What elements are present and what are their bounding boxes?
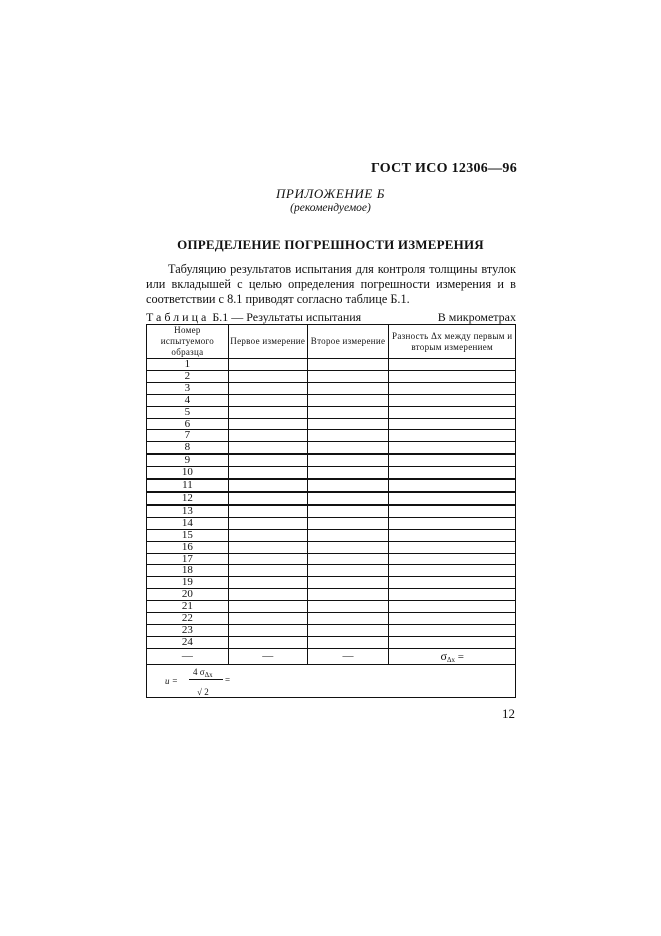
measurement-cell (389, 636, 516, 648)
measurement-cell (307, 454, 389, 466)
measurement-cell (307, 624, 389, 636)
table-row (147, 553, 516, 565)
measurement-cell (228, 577, 307, 589)
sample-number-cell: 3 (147, 382, 229, 394)
measurement-cell (389, 359, 516, 371)
formula-eq: = (225, 674, 231, 685)
table-row (147, 517, 516, 529)
measurement-cell (389, 406, 516, 418)
measurement-cell (228, 529, 307, 541)
table-row (147, 382, 516, 394)
measurement-cell (307, 442, 389, 454)
measurement-cell (228, 382, 307, 394)
measurement-cell (228, 394, 307, 406)
measurement-cell (228, 406, 307, 418)
measurement-cell (307, 394, 389, 406)
measurement-cell (228, 613, 307, 625)
sample-number-cell: 20 (147, 589, 229, 601)
formula-denominator: √ 2 (197, 686, 209, 697)
measurement-cell (228, 359, 307, 371)
measurement-cell (389, 454, 516, 466)
measurement-cell (307, 418, 389, 430)
measurement-cell (389, 553, 516, 565)
table-caption-text: Б.1 — Результаты испытания (212, 310, 362, 324)
table-row (147, 442, 516, 454)
measurement-cell (228, 418, 307, 430)
table-row (147, 370, 516, 382)
measurement-cell (307, 382, 389, 394)
measurement-cell (228, 636, 307, 648)
sample-number-cell: 18 (147, 565, 229, 577)
sample-number-cell: 12 (147, 492, 229, 505)
measurement-cell (307, 505, 389, 517)
sample-number-cell: 19 (147, 577, 229, 589)
table-row (147, 454, 516, 466)
header-sample-number: Номер испытуемого образца (147, 325, 229, 359)
formula-num-sub: Δx (204, 670, 213, 679)
measurement-cell (307, 479, 389, 492)
measurement-cell (228, 479, 307, 492)
measurement-cell (228, 454, 307, 466)
sample-number-cell: 1 (147, 359, 229, 371)
sample-number-cell: 14 (147, 517, 229, 529)
measurement-cell (307, 430, 389, 442)
measurement-cell (307, 529, 389, 541)
measurement-cell (307, 553, 389, 565)
table-row (147, 479, 516, 492)
sample-number-cell: 15 (147, 529, 229, 541)
sample-number-cell: 24 (147, 636, 229, 648)
sample-number-cell: 22 (147, 613, 229, 625)
measurement-cell (389, 430, 516, 442)
table-header-row (147, 325, 516, 359)
measurement-cell (228, 601, 307, 613)
standard-designation: ГОСТ ИСО 12306—96 (370, 161, 517, 176)
table-row (147, 406, 516, 418)
measurement-cell (389, 565, 516, 577)
sample-number-cell: 2 (147, 370, 229, 382)
measurement-cell (389, 382, 516, 394)
measurement-cell (389, 418, 516, 430)
summary-cell: — (307, 648, 389, 664)
table-row (147, 636, 516, 648)
measurement-cell (389, 442, 516, 454)
measurement-cell (389, 601, 516, 613)
measurement-cell (389, 613, 516, 625)
formula-num-text: 4 σ (193, 666, 205, 677)
measurement-cell (228, 492, 307, 505)
measurement-cell (389, 492, 516, 505)
sample-number-cell: 9 (147, 454, 229, 466)
table-row (147, 418, 516, 430)
measurement-cell (307, 467, 389, 479)
measurement-cell (228, 467, 307, 479)
measurement-cell (228, 565, 307, 577)
measurement-cell (307, 517, 389, 529)
sample-number-cell: 17 (147, 553, 229, 565)
table-caption (146, 310, 361, 325)
measurement-cell (307, 370, 389, 382)
sample-number-cell: 11 (147, 479, 229, 492)
measurement-cell (228, 505, 307, 517)
table-row (147, 565, 516, 577)
sample-number-cell: 5 (147, 406, 229, 418)
table-row (147, 589, 516, 601)
sample-number-cell: 7 (147, 430, 229, 442)
measurement-cell (389, 529, 516, 541)
table-row (147, 505, 516, 517)
table-row (147, 359, 516, 371)
section-title: ОПРЕДЕЛЕНИЕ ПОГРЕШНОСТИ ИЗМЕРЕНИЯ (177, 237, 484, 252)
measurement-cell (389, 505, 516, 517)
sample-number-cell: 10 (147, 467, 229, 479)
measurement-cell (228, 442, 307, 454)
measurement-cell (228, 553, 307, 565)
fraction-bar (189, 679, 223, 680)
formula-row (147, 664, 516, 697)
measurement-cell (307, 601, 389, 613)
formula-numerator (193, 667, 213, 679)
measurement-cell (389, 517, 516, 529)
measurement-cell (228, 517, 307, 529)
table-row (147, 430, 516, 442)
table-row (147, 577, 516, 589)
header-difference: Разность Δx между первым и вторым измерением (389, 325, 516, 359)
sample-number-cell: 16 (147, 541, 229, 553)
measurement-cell (389, 479, 516, 492)
measurement-cell (307, 565, 389, 577)
sample-number-cell: 21 (147, 601, 229, 613)
measurement-cell (228, 589, 307, 601)
sample-number-cell: 6 (147, 418, 229, 430)
table-row (147, 613, 516, 625)
sample-number-cell: 4 (147, 394, 229, 406)
sample-number-cell: 23 (147, 624, 229, 636)
appendix-title: ПРИЛОЖЕНИЕ Б (275, 186, 386, 201)
sigma-cell (389, 648, 516, 664)
measurement-cell (307, 359, 389, 371)
measurement-cell (228, 430, 307, 442)
measurement-cell (389, 394, 516, 406)
table-row (147, 492, 516, 505)
measurement-cell (228, 370, 307, 382)
measurement-cell (307, 613, 389, 625)
table-units: В микрометрах (437, 310, 516, 324)
measurement-cell (389, 589, 516, 601)
measurement-cell (307, 589, 389, 601)
table-row (147, 541, 516, 553)
measurement-cell (228, 624, 307, 636)
measurement-cell (389, 577, 516, 589)
table-row (147, 529, 516, 541)
formula-lhs: u = (165, 675, 178, 686)
sigma-equals: = (454, 650, 464, 663)
sample-number-cell: 13 (147, 505, 229, 517)
measurement-cell (228, 541, 307, 553)
measurement-cell (307, 406, 389, 418)
section-paragraph: Табуляцию результатов испытания для контроля толщины втулок или вкладышей с целью определения погрешности измерения и в соответствии с 8.1 приводят согласно таблице Б.1. (146, 262, 516, 306)
summary-cell: — (228, 648, 307, 664)
sample-number-cell: 8 (147, 442, 229, 454)
measurement-cell (307, 492, 389, 505)
appendix-subtitle: (рекомендуемое) (290, 202, 371, 214)
measurement-cell (389, 467, 516, 479)
measurement-cell (389, 541, 516, 553)
summary-row (147, 648, 516, 664)
measurement-cell (389, 370, 516, 382)
summary-cell: — (147, 648, 229, 664)
measurement-cell (307, 541, 389, 553)
sigma-subscript: Δx (446, 655, 455, 664)
measurement-cell (389, 624, 516, 636)
measurement-cell (307, 636, 389, 648)
formula-cell (147, 664, 516, 697)
table-row (147, 624, 516, 636)
table-row (147, 467, 516, 479)
table-caption-prefix: Таблица (146, 310, 210, 324)
page-number: 12 (502, 706, 515, 721)
sigma-symbol: σ (440, 648, 447, 663)
measurement-cell (307, 577, 389, 589)
uncertainty-formula (165, 665, 515, 697)
header-first-measurement: Первое измерение (228, 325, 307, 359)
table-row (147, 601, 516, 613)
table-row (147, 394, 516, 406)
results-table (146, 324, 516, 698)
header-second-measurement: Второе измерение (307, 325, 389, 359)
